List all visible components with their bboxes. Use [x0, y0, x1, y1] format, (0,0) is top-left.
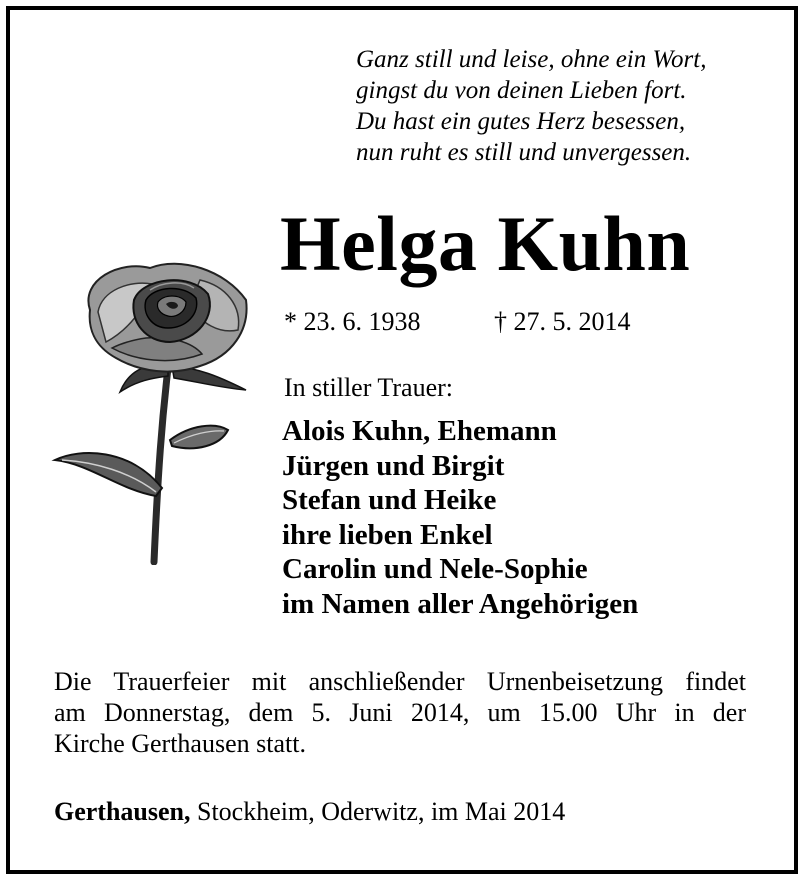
poem-line: nun ruht es still und unvergessen.: [356, 139, 692, 166]
ceremony-line: Die Trauerfeier mit anschließender Urnenbeisetzung findet: [54, 667, 746, 696]
mourner-line: Stefan und Heike: [282, 484, 497, 516]
poem-line: Du hast ein gutes Herz besessen,: [356, 108, 686, 135]
signature-line: [54, 796, 565, 828]
life-dates: [284, 306, 631, 338]
poem-line: Ganz still und leise, ohne ein Wort,: [356, 46, 707, 73]
deceased-name: Helga Kuhn: [280, 200, 691, 287]
mourner-line: Jürgen und Birgit: [282, 449, 505, 482]
signature-rest: Stockheim, Oderwitz, im Mai 2014: [190, 797, 566, 826]
mourner-line: Carolin und Nele-Sophie: [282, 553, 588, 585]
mourner-line: ihre lieben Enkel: [282, 518, 493, 551]
poem-line: gingst du von deinen Lieben fort.: [356, 77, 687, 104]
birth-date: * 23. 6. 1938: [284, 307, 421, 336]
rose-icon: [50, 250, 260, 565]
signature-place: Gerthausen,: [54, 797, 191, 826]
ceremony-notice: [54, 666, 746, 759]
mourners-list: [282, 414, 638, 621]
mourner-line: Alois Kuhn, Ehemann: [282, 415, 557, 447]
death-date: † 27. 5. 2014: [494, 307, 631, 336]
poem: [356, 44, 776, 168]
mourner-line: im Namen aller Angehörigen: [282, 587, 639, 620]
ceremony-line: Kirche Gerthausen statt.: [54, 729, 306, 758]
mourning-label: In stiller Trauer:: [284, 373, 453, 402]
ceremony-line: am Donnerstag, dem 5. Juni 2014, um 15.00 Uhr in der: [54, 698, 746, 727]
